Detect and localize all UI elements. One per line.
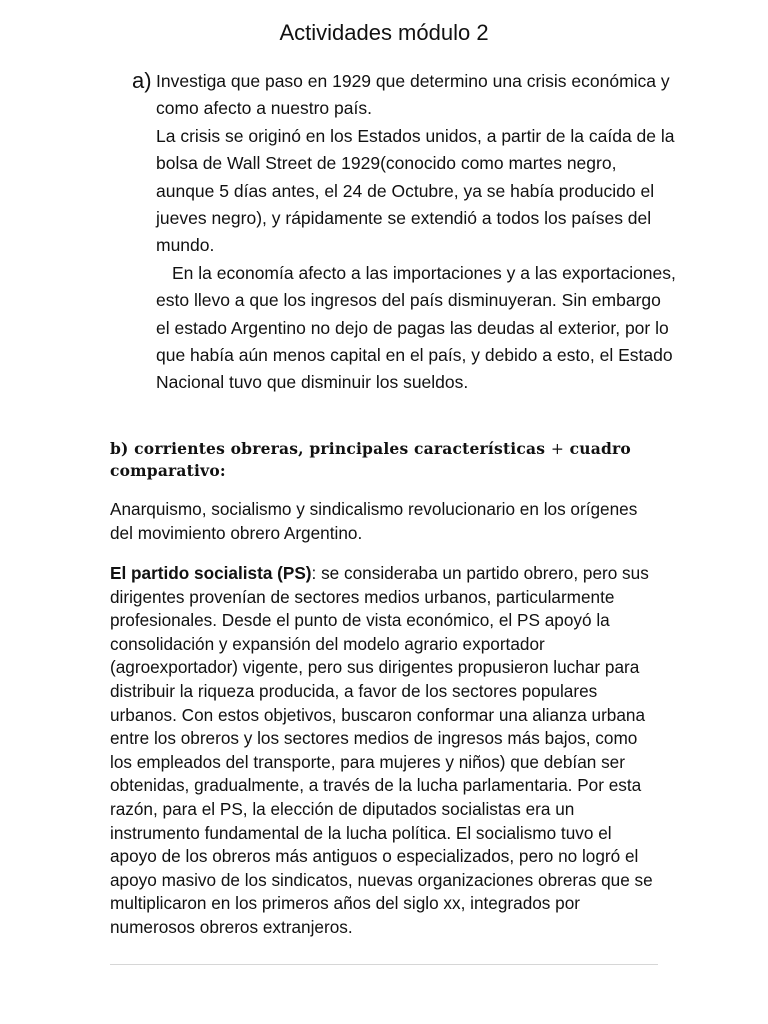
section-b-heading-main: b) corrientes obreras, principales características — [110, 439, 546, 458]
section-a-question: Investiga que paso en 1929 que determino una crisis económica y como afecto a nuestro país. — [156, 71, 670, 119]
section-b-intro: Anarquismo, socialismo y sindicalismo revolucionario en los orígenes del movimiento obrero Argentino. — [110, 499, 638, 543]
ps-term: El partido socialista (PS) — [110, 563, 312, 583]
section-a-body — [156, 68, 676, 397]
section-a-answer-1: La crisis se originó en los Estados unidos, a partir de la caída de la bolsa de Wall Street de 1929(conocido como martes negro, aunque 5 días antes, el 24 de Octubre, ya se había producido el jueves negro), y rápidamente se extendió a todos los países del mundo. — [156, 125, 675, 256]
section-a-marker: a) — [132, 68, 152, 93]
ps-paragraph — [110, 562, 658, 940]
document-title: Actividades módulo 2 — [279, 20, 489, 45]
section-b-heading-plus: + — [550, 440, 564, 458]
page-bottom-rule — [110, 964, 658, 965]
section-b-heading — [110, 438, 670, 482]
section-b-heading-end: cuadro comparativo: — [110, 439, 631, 480]
section-a-answer-2: En la economía afecto a las importaciones y a las exportaciones, esto llevo a que los ingresos del país disminuyeran. Sin embargo el estado Argentino no dejo de pagas las deudas al exterior, por lo que había aún menos capital en el país, y debido a esto, el Estado Nacional tuvo que disminuir los sueldos. — [156, 262, 676, 393]
ps-text: : se consideraba un partido obrero, pero sus dirigentes provenían de sectores medios urbanos, particularmente profesionales. Desde el punto de vista económico, el PS apoyó la consolidación y expansión del modelo agrario exportador (agroexportador) vigente, pero sus dirigentes propusieron luchar para distribuir la riqueza producida, a favor de los sectores populares urbanos. Con estos objetivos, buscaron conformar una alianza urbana entre los obreros y los sectores medios de ingresos más bajos, como los empleados del transporte, para mujeres y niños) que debían ser obtenidas, gradualmente, a través de la lucha parlamentaria. Por esta razón, para el PS, la elección de diputados socialistas era un instrumento fundamental de la lucha política. El socialismo tuvo el apoyo de los obreros más antiguos o especializados, pero no logró el apoyo masivo de los sindicatos, nuevas organizaciones obreras que se multiplicaron en los primeros años del siglo xx, integrados por numerosos obreros extranjeros. — [110, 563, 653, 937]
